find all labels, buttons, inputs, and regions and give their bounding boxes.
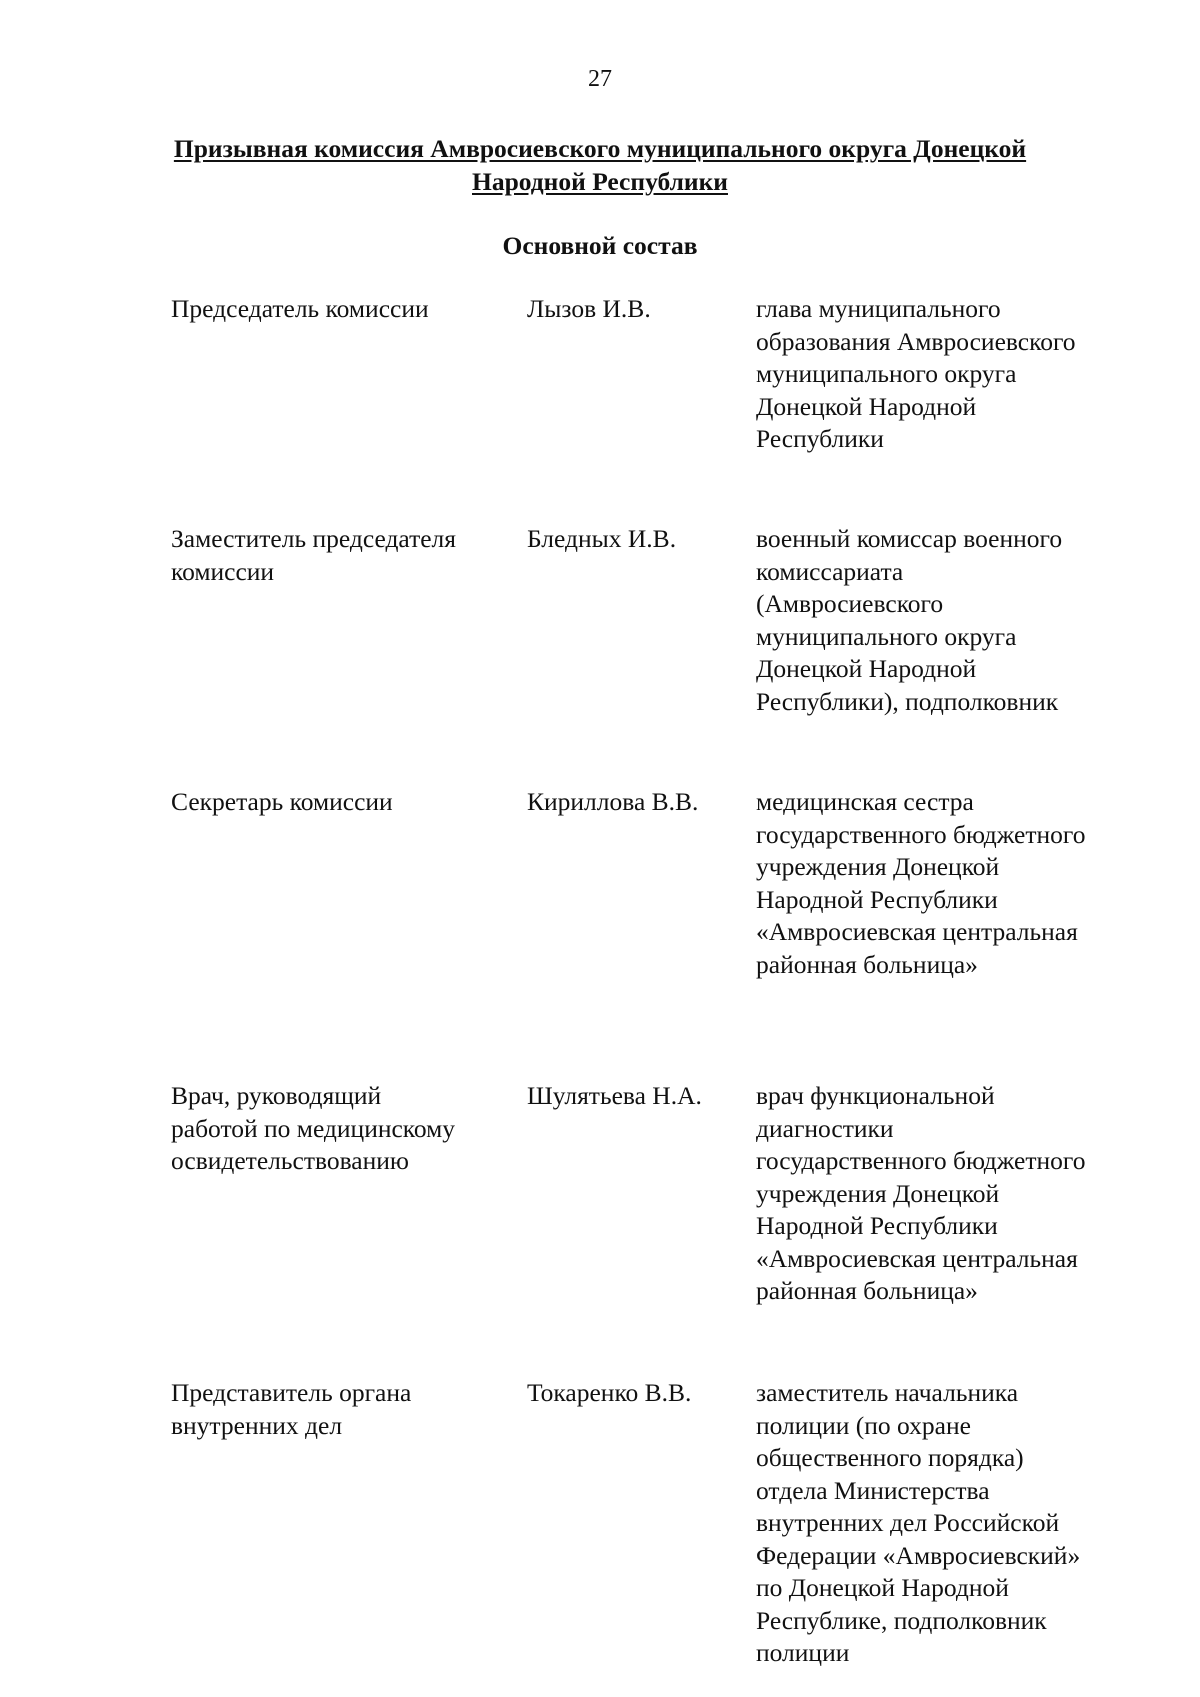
- member-role: Заместитель председателя комиссии: [171, 524, 456, 586]
- member-description: медицинская сестра государственного бюджетного учреждения Донецкой Народной Республики «Амвросиевская центральная районная больница»: [756, 787, 1086, 979]
- member-description: врач функциональной диагностики государственного бюджетного учреждения Донецкой Народной Республики «Амвросиевская центральная районная больница»: [756, 1081, 1086, 1305]
- member-description: военный комиссар военного комиссариата (Амвросиевского муниципального округа Донецкой Народной Республики), подполковник: [756, 524, 1063, 716]
- member-name: Бледных И.В.: [527, 524, 677, 553]
- member-role: Председатель комиссии: [171, 294, 429, 323]
- member-name: Лызов И.В.: [527, 294, 651, 323]
- member-role: Секретарь комиссии: [171, 787, 393, 816]
- document-title: Призывная комиссия Амвросиевского муниципального округа Донецкой Народной Республики: [173, 134, 1027, 196]
- member-role: Представитель органа внутренних дел: [171, 1378, 412, 1440]
- member-name: Шулятьева Н.А.: [527, 1081, 702, 1110]
- member-name: Кириллова В.В.: [527, 787, 699, 816]
- section-subtitle: Основной состав: [502, 231, 698, 260]
- member-description: заместитель начальника полиции (по охране общественного порядка) отдела Министерства внутренних дел Российской Федерации «Амвросиевский» по Донецкой Народной Республике, подполковник полиции: [756, 1378, 1081, 1667]
- member-role: Врач, руководящий работой по медицинскому освидетельствованию: [171, 1081, 456, 1175]
- page-number: 27: [588, 66, 612, 92]
- member-name: Токаренко В.В.: [527, 1378, 692, 1407]
- member-description: глава муниципального образования Амвросиевского муниципального округа Донецкой Народной Республики: [756, 294, 1076, 453]
